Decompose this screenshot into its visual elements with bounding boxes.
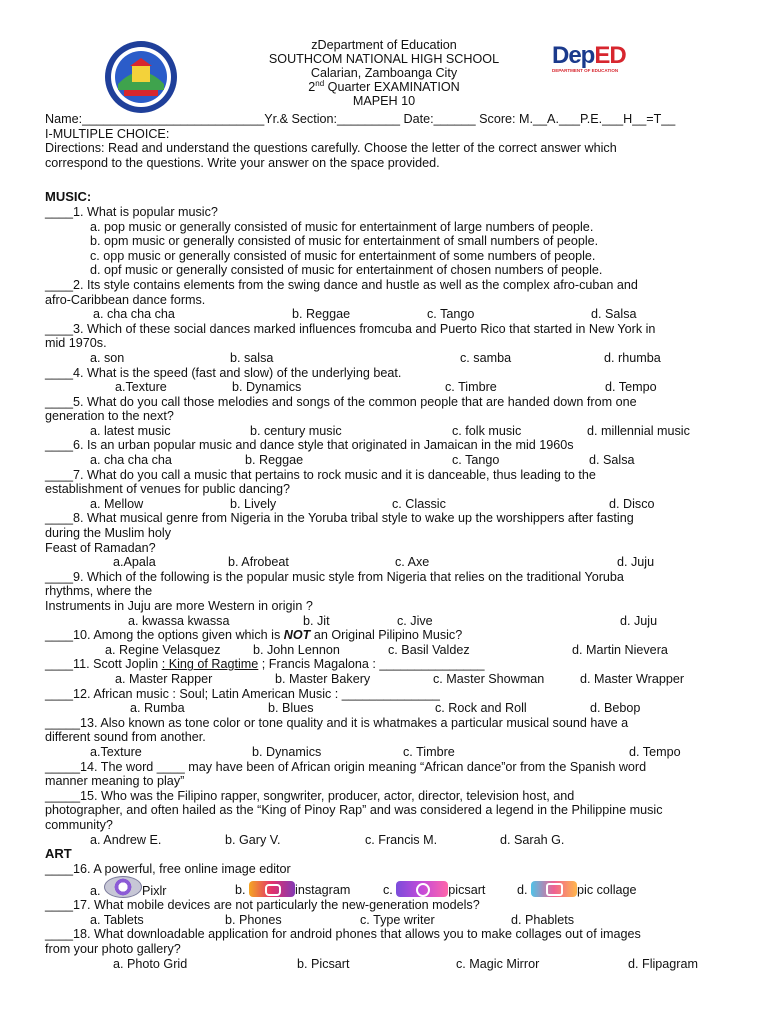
question-2-line-1: ____2. Its style contains elements from the swing dance and hustle as well as the complex afro-cuban and <box>45 277 638 292</box>
question-13-line-1: _____13. Also known as tone color or tone quality and it is whatmakes a particular musical sound have a <box>45 715 629 730</box>
deped-logo-subtext: DEPARTMENT OF EDUCATION <box>552 68 619 73</box>
question-7-option-c: c. Classic <box>392 496 446 511</box>
question-7-options <box>45 497 725 512</box>
question-9-option-d: d. Juju <box>620 613 658 628</box>
question-13-option-c: c. Timbre <box>403 744 455 759</box>
question-5-line-1: ____5. What do you call those melodies and songs of the common people that are handed down from one <box>45 394 637 409</box>
question-9-line-1: ____9. Which of the following is the popular music style from Nigeria that relies on the traditional Yoruba <box>45 569 624 584</box>
question-5-option-d: d. millennial music <box>587 423 690 438</box>
question-15-option-a: a. Andrew E. <box>90 832 162 847</box>
question-18-line-1: ____18. What downloadable application for android phones that allows you to make collages out of images <box>45 927 641 942</box>
question-16-option-a: a. Pixlr <box>90 876 167 905</box>
header-department: zDepartment of Education <box>311 38 457 52</box>
question-9-option-a: a. kwassa kwassa <box>128 613 230 628</box>
question-5-option-c: c. folk music <box>452 423 522 438</box>
question-3-line-2: mid 1970s. <box>45 336 107 351</box>
question-6-option-b: b. Reggae <box>245 453 304 468</box>
question-4-line-1: ____4. What is the speed (fast and slow) of the underlying beat. <box>45 365 402 380</box>
question-16-options <box>45 876 725 898</box>
question-9-option-c: c. Jive <box>397 613 433 628</box>
question-4-option-b: b. Dynamics <box>232 380 302 395</box>
question-12-option-b: b. Blues <box>268 701 314 716</box>
question-14-line-1: _____14. The word ____ may have been of African origin meaning “African dance”or from the Spanish word <box>45 759 647 774</box>
question-8-option-b: b. Afrobeat <box>228 555 289 570</box>
question-1-option-d: d. opf music or generally consisted of music for entertainment of chosen numbers of people. <box>90 263 603 278</box>
question-8-option-d: d. Juju <box>617 555 655 570</box>
question-6-option-d: d. Salsa <box>589 453 635 468</box>
question-8-option-c: c. Axe <box>395 555 430 570</box>
question-5-options <box>45 424 725 439</box>
question-12-options <box>45 701 725 716</box>
instagram-icon <box>249 881 295 897</box>
question-11-option-a: a. Master Rapper <box>115 671 213 686</box>
header-subject: MAPEH 10 <box>352 94 416 108</box>
question-4-option-a: a.Texture <box>115 380 167 395</box>
question-8-line-1: ____8. What musical genre from Nigeria in the Yoruba tribal style to wake up the worshippers after fasting <box>45 511 634 526</box>
pixlr-icon <box>104 876 142 898</box>
question-18-option-a: a. Photo Grid <box>113 956 188 971</box>
question-10-option-d: d. Martin Nievera <box>572 642 668 657</box>
question-9-options <box>45 614 725 629</box>
question-17-option-a: a. Tablets <box>90 912 144 927</box>
question-3-option-c: c. samba <box>460 350 512 365</box>
question-4-option-c: c. Timbre <box>445 380 497 395</box>
question-8-line-3: Feast of Ramadan? <box>45 540 156 555</box>
question-6-option-c: c. Tango <box>452 453 500 468</box>
question-18-line-2: from your photo gallery? <box>45 942 181 957</box>
question-12-option-a: a. Rumba <box>130 701 185 716</box>
question-13-line-2: different sound from another. <box>45 730 206 745</box>
question-3-option-d: d. rhumba <box>604 350 661 365</box>
question-10-line-1: ____10. Among the options given which is NOT an Original Pilipino Music? <box>45 628 463 643</box>
question-8-option-a: a.Apala <box>113 555 156 570</box>
question-6-option-a: a. cha cha cha <box>90 453 172 468</box>
question-15-options <box>45 833 725 848</box>
question-10-options <box>45 643 725 658</box>
question-11-line-1: ____11. Scott Joplin : King of Ragtime ; Francis Magalona : _______________ <box>45 657 485 672</box>
question-7-option-b: b. Lively <box>230 496 277 511</box>
section-music-title: MUSIC: <box>45 189 92 205</box>
question-6-options <box>45 453 725 468</box>
question-9-option-b: b. Jit <box>303 613 330 628</box>
question-12-option-c: c. Rock and Roll <box>435 701 527 716</box>
question-13-option-d: d. Tempo <box>629 744 681 759</box>
question-9-line-2: rhythms, where the <box>45 584 153 599</box>
question-1-option-b: b. opm music or generally consisted of music for entertainment of small numbers of people. <box>90 234 599 249</box>
document-header <box>0 38 768 108</box>
question-2-options <box>45 307 725 322</box>
question-9-line-3: Instruments in Juju are more Western in origin ? <box>45 599 313 613</box>
question-18-option-d: d. Flipagram <box>628 956 698 971</box>
question-5-line-2: generation to the next? <box>45 409 174 424</box>
question-2-option-b: b. Reggae <box>292 307 351 322</box>
question-8-line-2: during the Muslim holy <box>45 526 171 541</box>
question-13-options <box>45 745 725 760</box>
picsart-icon <box>396 881 448 897</box>
question-10-option-b: b. John Lennon <box>253 642 340 657</box>
question-2-line-2: afro-Caribbean dance forms. <box>45 292 206 307</box>
directions-line-2: correspond to the questions. Write your answer on the space provided. <box>45 155 440 170</box>
question-12-line-1: ____12. African music : Soul; Latin American Music : ______________ <box>45 686 440 701</box>
question-8-options <box>45 555 725 570</box>
question-2-option-d: d. Salsa <box>591 307 637 322</box>
question-7-line-2: establishment of venues for public dancing? <box>45 482 291 497</box>
question-11-option-c: c. Master Showman <box>433 671 545 686</box>
pic-collage-icon <box>531 881 577 897</box>
directions-line-1: Directions: Read and understand the questions carefully. Choose the letter of the correct answer which <box>45 141 617 156</box>
question-1-option-c: c. opp music or generally consisted of music for entertainment of some numbers of people. <box>90 248 596 263</box>
deped-logo: DepED DEPARTMENT OF EDUCATION <box>552 44 642 84</box>
question-17-option-c: c. Type writer <box>360 912 435 927</box>
question-1-option-a: a. pop music or generally consisted of music for entertainment of large numbers of people. <box>90 219 594 234</box>
question-15-option-d: d. Sarah G. <box>500 832 565 847</box>
question-13-option-a: a.Texture <box>90 744 142 759</box>
question-13-option-b: b. Dynamics <box>252 744 322 759</box>
part-title: I-MULTIPLE CHOICE: <box>45 126 170 141</box>
question-3-line-1: ____3. Which of these social dances marked influences fromcuba and Puerto Rico that started in New York in <box>45 321 656 336</box>
question-4-options <box>45 380 725 395</box>
question-2-option-c: c. Tango <box>427 307 475 322</box>
student-info-line: Name:__________________________Yr.& Section:_________ Date:______ Score: M.__A.___P.E.___H__=T__ <box>45 112 676 126</box>
question-11-options <box>45 672 725 687</box>
question-10-not-emphasis: NOT <box>283 628 311 643</box>
question-18-option-b: b. Picsart <box>297 956 350 971</box>
question-11-option-b: b. Master Bakery <box>275 671 371 686</box>
question-1-stem: ____1. What is popular music? <box>45 204 218 219</box>
question-18-options <box>45 957 725 972</box>
question-15-line-3: community? <box>45 817 113 832</box>
question-11-option-d: d. Master Wrapper <box>580 671 685 686</box>
question-17-option-d: d. Phablets <box>511 912 575 927</box>
question-17-option-b: b. Phones <box>225 912 282 927</box>
question-4-option-d: d. Tempo <box>605 380 657 395</box>
question-15-line-1: _____15. Who was the Filipino rapper, songwriter, producer, actor, director, television host, and <box>45 788 575 803</box>
question-17-options <box>45 913 725 928</box>
question-16-option-b: b. instagram <box>235 883 351 898</box>
question-15-line-2: photographer, and often hailed as the “King of Pinoy Rap” and was considered a legend in the Philippine music <box>45 803 663 818</box>
question-17-line-1: ____17. What mobile devices are not particularly the new-generation models? <box>45 898 480 913</box>
question-7-option-a: a. Mellow <box>90 496 144 511</box>
question-3-option-b: b. salsa <box>230 350 274 365</box>
header-address: Calarian, Zamboanga City <box>310 66 458 80</box>
question-18-option-c: c. Magic Mirror <box>456 956 540 971</box>
question-15-option-b: b. Gary V. <box>225 832 281 847</box>
question-7-line-1: ____7. What do you call a music that pertains to rock music and it is danceable, thus leading to the <box>45 467 596 482</box>
question-15-option-c: c. Francis M. <box>365 832 438 847</box>
question-6-line-1: ____6. Is an urban popular music and dance style that originated in Jamaican in the mid 1960s <box>45 438 574 453</box>
section-art-title: ART <box>45 846 72 862</box>
question-10-option-a: a. Regine Velasquez <box>105 642 221 657</box>
question-7-option-d: d. Disco <box>609 496 655 511</box>
question-5-option-b: b. century music <box>250 423 342 438</box>
question-12-option-d: d. Bebop <box>590 701 641 716</box>
header-school: SOUTHCOM NATIONAL HIGH SCHOOL <box>268 52 500 66</box>
question-14-line-2: manner meaning to play” <box>45 774 185 789</box>
question-16-option-d: d. pic collage <box>517 883 637 898</box>
question-3-options <box>45 351 725 366</box>
question-5-option-a: a. latest music <box>90 423 171 438</box>
question-3-option-a: a. son <box>90 350 125 365</box>
header-exam: 2nd Quarter EXAMINATION <box>308 78 460 94</box>
question-16-line-1: ____16. A powerful, free online image editor <box>45 861 291 876</box>
exam-body <box>45 112 725 971</box>
question-10-option-c: c. Basil Valdez <box>388 642 470 657</box>
question-2-option-a: a. cha cha cha <box>93 307 175 322</box>
question-16-option-c: c. picsart <box>383 883 486 898</box>
